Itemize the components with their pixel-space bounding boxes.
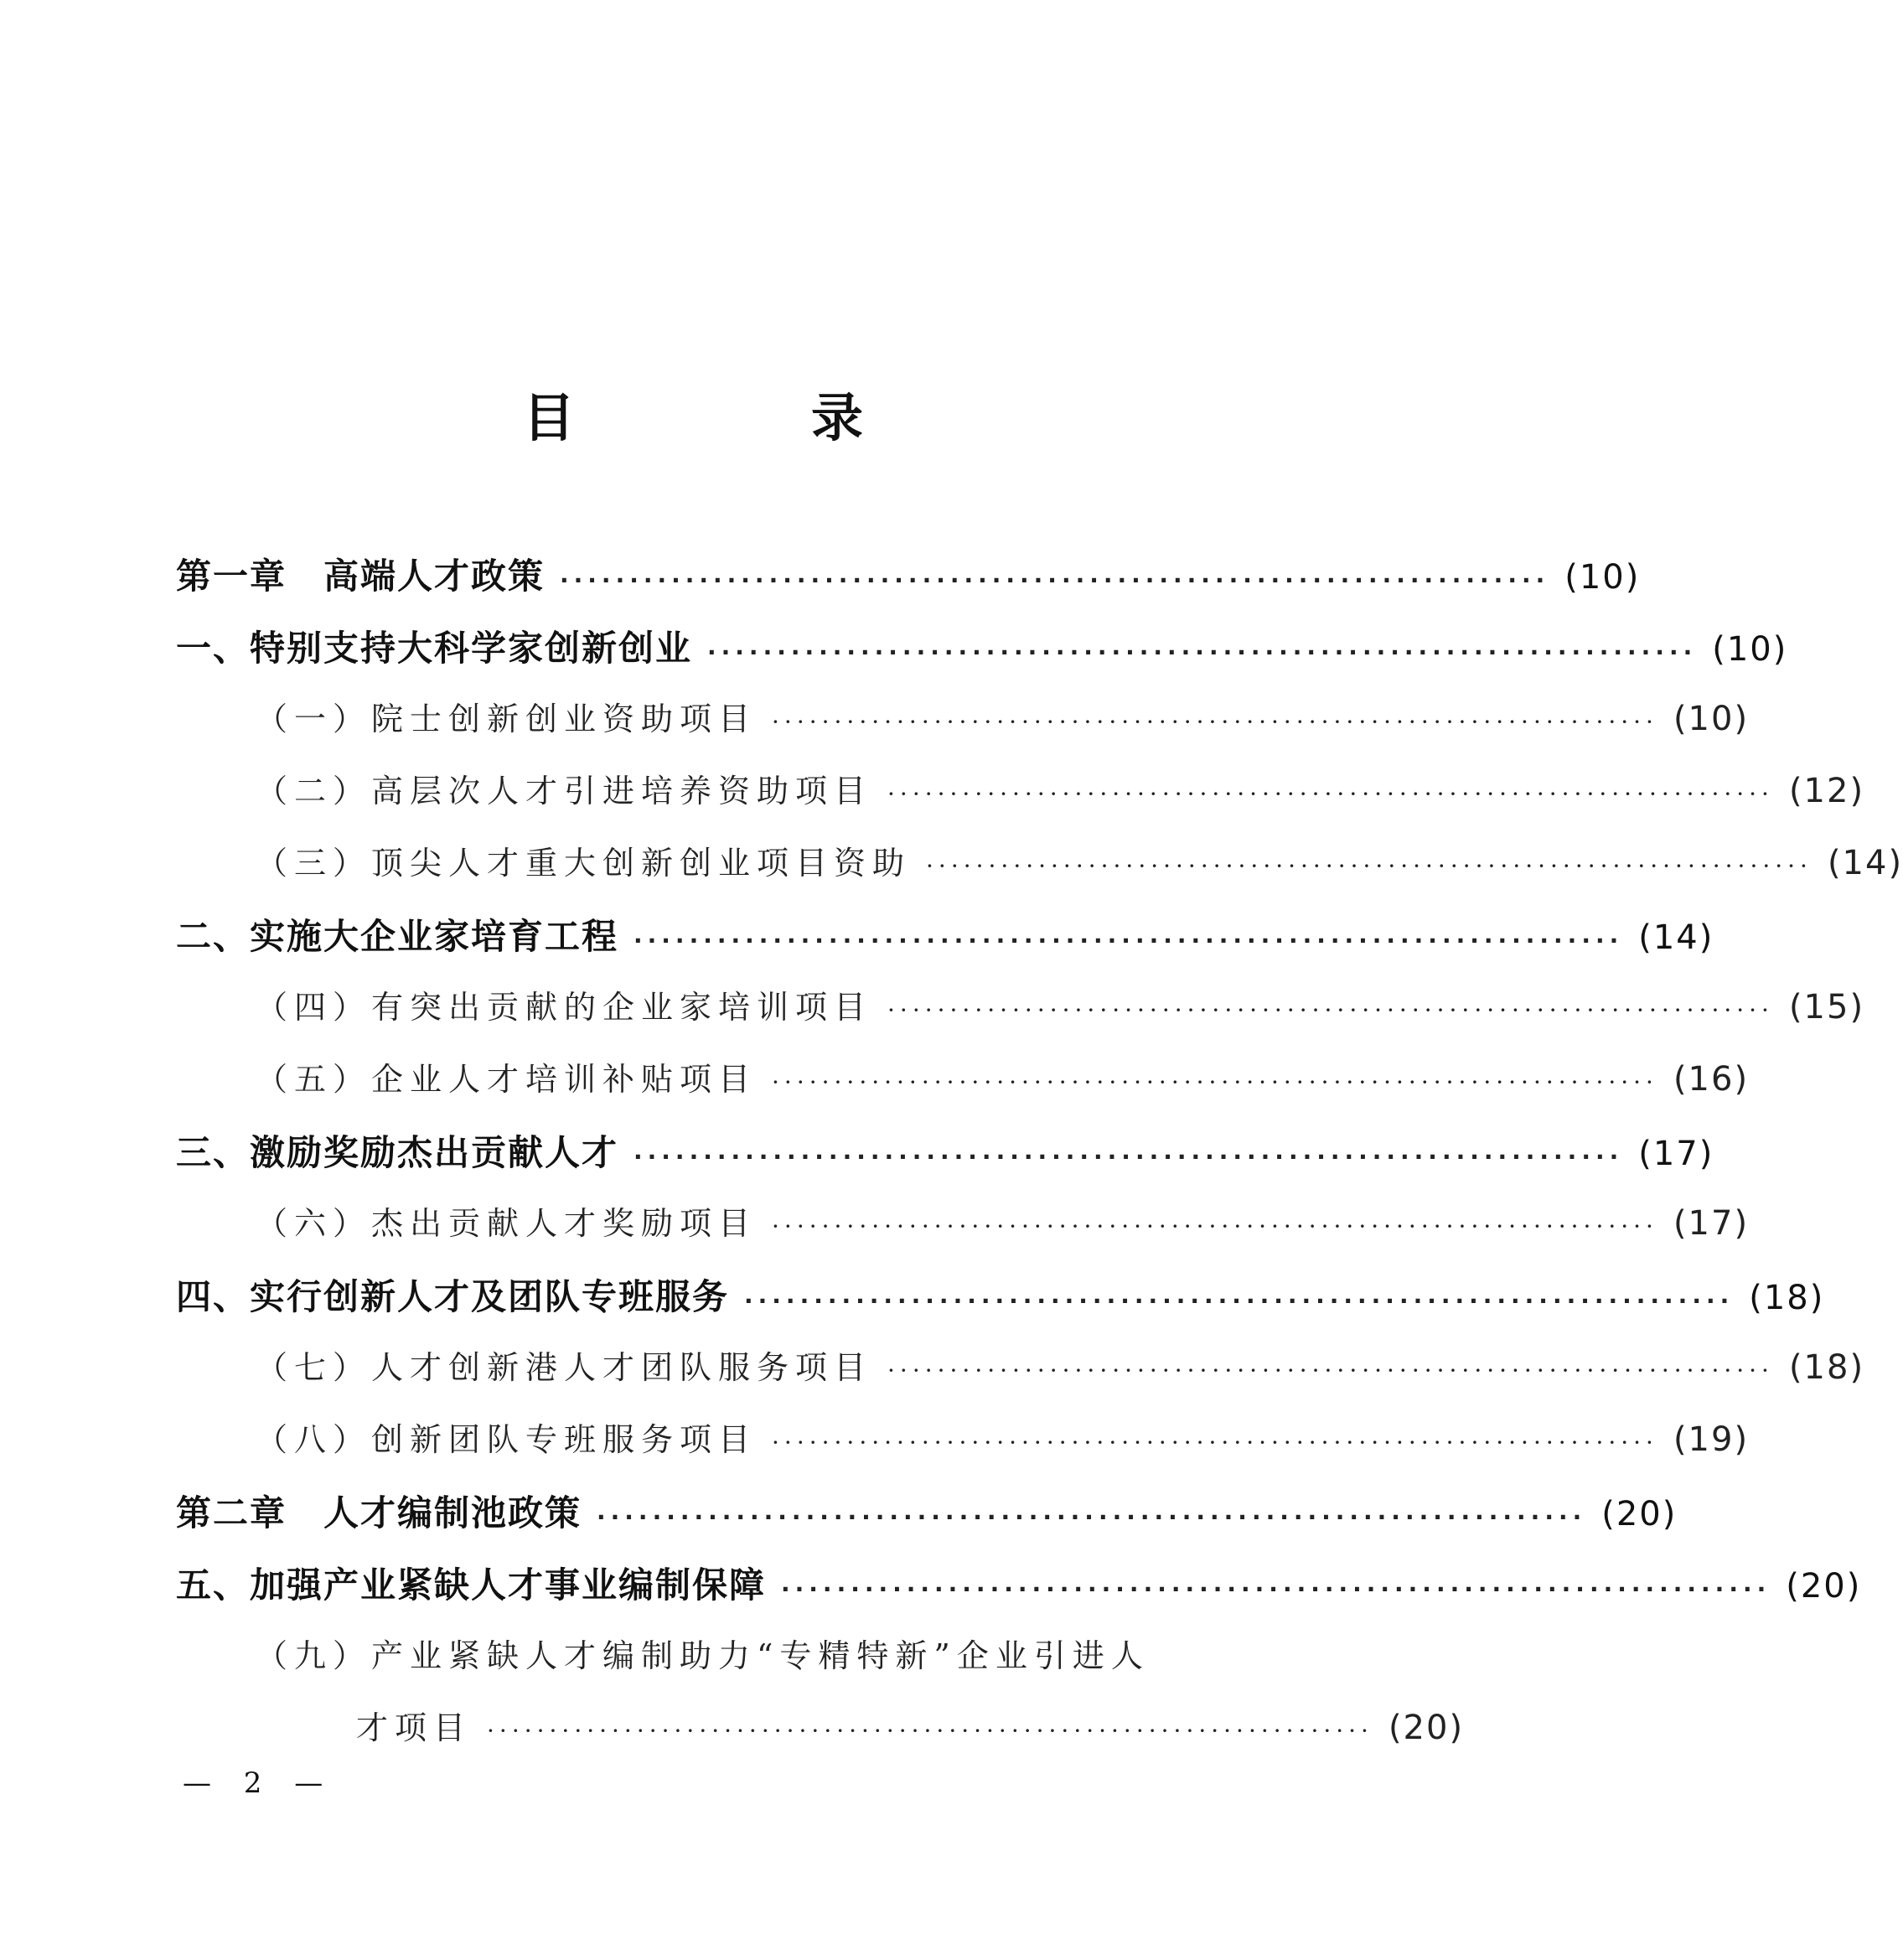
toc-entry[interactable] [176, 549, 1641, 621]
toc-page-number: (20) [1601, 1495, 1678, 1533]
toc-entry[interactable] [176, 1414, 1750, 1486]
page-title: 目 录 [522, 387, 955, 448]
toc-page-number: (20) [1786, 1567, 1862, 1606]
toc-page-number: (15) [1788, 988, 1865, 1027]
toc-leader-dots: ······································································· [926, 852, 1813, 880]
toc-page-number: (17) [1638, 1135, 1714, 1173]
toc-leader-dots: ······································································· [744, 1287, 1735, 1315]
toc-entry-label: （二）高层次人才引进培养资助项目 [256, 773, 873, 809]
toc-entry[interactable] [176, 981, 1865, 1053]
toc-entry-label: 二、实施大企业家培育工程 [176, 916, 619, 957]
toc-page-number: (18) [1788, 1348, 1865, 1387]
toc-entry-label: 五、加强产业紧缺人才事业编制保障 [176, 1564, 767, 1606]
toc-leader-dots: ······································································· [772, 1429, 1658, 1456]
toc-entry[interactable] [176, 1053, 1750, 1125]
toc-leader-dots: ······································································· [597, 1503, 1587, 1531]
toc-leader-dots: ······································································· [633, 927, 1624, 954]
toc-entry-label: 第一章 高端人才政策 [176, 556, 546, 597]
toc-page-number: (10) [1673, 700, 1750, 738]
toc-leader-dots: ······································································· [772, 708, 1658, 736]
toc-page-number: (19) [1673, 1420, 1750, 1459]
toc-leader-dots: ······································································· [560, 566, 1550, 594]
toc-entry[interactable] [176, 1630, 1215, 1702]
toc-entry-label: （九）产业紧缺人才编制助力“专精特新”企业引进人 [256, 1637, 1150, 1674]
toc-entry-label: （三）顶尖人才重大创新创业项目资助 [256, 845, 912, 882]
toc-entry-label: （七）人才创新港人才团队服务项目 [256, 1349, 873, 1386]
toc-entry-label: （八）创新团队专班服务项目 [256, 1421, 758, 1458]
toc-page-number: (20) [1388, 1709, 1465, 1747]
toc-entry-continuation[interactable] [176, 1702, 1465, 1774]
toc-leader-dots: ······································································· [781, 1575, 1771, 1603]
toc-entry[interactable] [176, 693, 1750, 765]
toc-leader-dots: ······································································· [633, 1143, 1624, 1171]
toc-leader-dots: ······································································· [487, 1717, 1373, 1745]
toc-page-number: (10) [1564, 558, 1641, 597]
toc-page-number: (17) [1673, 1204, 1750, 1243]
toc-entry-label: （五）企业人才培训补贴项目 [256, 1061, 758, 1098]
toc-entry-label: （六）杰出贡献人才奖励项目 [256, 1205, 758, 1242]
toc-entry[interactable] [176, 837, 1903, 909]
toc-leader-dots: ······································································· [772, 1068, 1658, 1096]
toc-page-number: (18) [1749, 1279, 1825, 1317]
toc-entry[interactable] [176, 1197, 1750, 1270]
table-of-contents [176, 549, 1903, 1774]
toc-page-number: (12) [1788, 772, 1865, 810]
toc-leader-dots: ······································································· [887, 996, 1774, 1024]
toc-entry[interactable] [176, 1270, 1825, 1342]
toc-entry[interactable] [176, 1125, 1714, 1197]
toc-leader-dots: ······································································· [887, 780, 1774, 808]
toc-entry[interactable] [176, 621, 1788, 693]
toc-entry-label: 第二章 人才编制池政策 [176, 1492, 582, 1533]
toc-leader-dots: ······································································· [772, 1213, 1658, 1240]
toc-entry[interactable] [176, 1486, 1678, 1558]
toc-page-number: (14) [1827, 844, 1903, 882]
toc-page-number: (14) [1638, 918, 1714, 957]
toc-entry-label: （四）有突出贡献的企业家培训项目 [256, 989, 873, 1026]
toc-leader-dots: ······································································· [707, 639, 1698, 666]
toc-entry-label: 三、激励奖励杰出贡献人才 [176, 1132, 619, 1173]
toc-entry-label: （一）院士创新创业资助项目 [256, 701, 758, 737]
toc-entry[interactable] [176, 765, 1865, 837]
page-footer-number: — 2 — [183, 1766, 335, 1800]
toc-entry[interactable] [176, 1342, 1865, 1414]
toc-leader-dots: ······································································· [887, 1357, 1774, 1384]
toc-page-number: (10) [1712, 630, 1788, 669]
toc-entry-label: 一、特别支持大科学家创新创业 [176, 628, 693, 669]
toc-entry[interactable] [176, 1558, 1862, 1630]
toc-page-number: (16) [1673, 1060, 1750, 1099]
toc-entry-label: 才项目 [356, 1709, 473, 1746]
toc-entry[interactable] [176, 909, 1714, 981]
toc-entry-label: 四、实行创新人才及团队专班服务 [176, 1276, 730, 1317]
